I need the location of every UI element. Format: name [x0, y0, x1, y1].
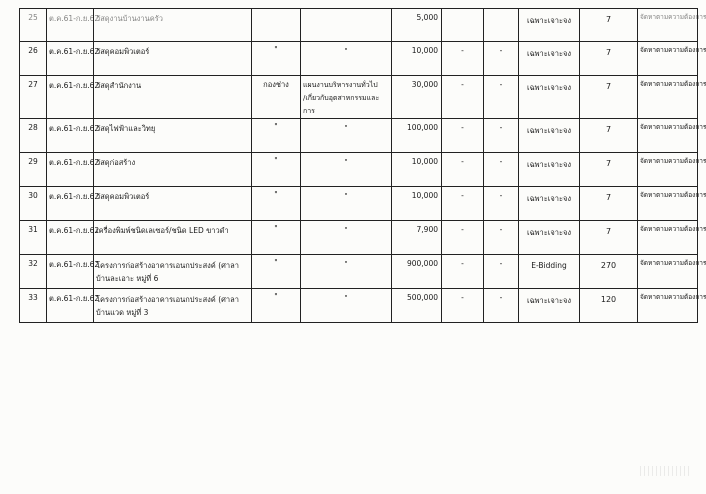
row-number: 29	[20, 153, 47, 187]
table-row	[20, 76, 698, 119]
row-plan-line1: แผนงานบริหารงานทั่วไป	[303, 81, 378, 89]
row-days: 7	[580, 42, 638, 76]
row-col-a: -	[442, 153, 484, 187]
row-col-a: -	[442, 42, 484, 76]
row-col-b: -	[484, 76, 519, 119]
row-department: "	[252, 289, 301, 323]
row-days: 7	[580, 153, 638, 187]
row-number: 27	[20, 76, 47, 119]
row-col-b	[484, 9, 519, 42]
row-plan: "	[301, 187, 392, 221]
table-row	[20, 153, 698, 187]
row-department: กองช่าง	[252, 76, 301, 119]
row-department	[252, 9, 301, 42]
row-days: 270	[580, 255, 638, 289]
row-item: วัสดุสำนักงาน	[94, 76, 252, 119]
row-budget: 7,900	[392, 221, 442, 255]
row-col-a: -	[442, 119, 484, 153]
row-department: "	[252, 221, 301, 255]
row-item: เครื่องพิมพ์ชนิดเลเซอร์/ชนิด LED ขาวดำ	[94, 221, 252, 255]
row-item	[94, 255, 252, 289]
row-days: 7	[580, 221, 638, 255]
row-department: "	[252, 42, 301, 76]
row-remark: จัดหาตามความต้องการ	[638, 9, 698, 42]
row-method: E-Bidding	[519, 255, 580, 289]
row-period: ต.ค.61-ก.ย.62	[47, 9, 94, 42]
scan-noise	[640, 466, 690, 476]
row-remark: จัดหาตามความต้องการ	[638, 119, 698, 153]
row-department: "	[252, 153, 301, 187]
row-budget: 30,000	[392, 76, 442, 119]
procurement-plan-table	[19, 8, 706, 323]
row-method: เฉพาะเจาะจง	[519, 42, 580, 76]
row-col-b: -	[484, 153, 519, 187]
row-days: 7	[580, 9, 638, 42]
row-days: 7	[580, 119, 638, 153]
row-period: ต.ค.61-ก.ย.62	[47, 42, 94, 76]
row-plan: "	[301, 255, 392, 289]
row-department: "	[252, 119, 301, 153]
row-col-a	[442, 9, 484, 42]
row-number: 26	[20, 42, 47, 76]
table-row	[20, 9, 698, 42]
row-plan: "	[301, 153, 392, 187]
row-col-a: -	[442, 221, 484, 255]
row-number: 30	[20, 187, 47, 221]
row-item-line2: บ้านแวด หมู่ที่ 3	[96, 308, 149, 317]
row-number: 25	[20, 9, 47, 42]
row-plan: "	[301, 42, 392, 76]
row-col-b: -	[484, 221, 519, 255]
row-days: 7	[580, 76, 638, 119]
row-period: ต.ค.61-ก.ย.62	[47, 76, 94, 119]
row-days: 7	[580, 187, 638, 221]
row-budget: 500,000	[392, 289, 442, 323]
row-period: ต.ค.61-ก.ย.62	[47, 289, 94, 323]
row-item-line1: โครงการก่อสร้างอาคารเอนกประสงค์ (ศาลา	[96, 295, 239, 304]
row-method: เฉพาะเจาะจง	[519, 119, 580, 153]
row-remark: จัดหาตามความต้องการ	[638, 76, 698, 119]
row-method: เฉพาะเจาะจง	[519, 76, 580, 119]
row-budget: 10,000	[392, 153, 442, 187]
row-period: ต.ค.61-ก.ย.62	[47, 153, 94, 187]
row-col-b: -	[484, 119, 519, 153]
row-item-line1: โครงการก่อสร้างอาคารเอนกประสงค์ (ศาลา	[96, 261, 239, 270]
row-method: เฉพาะเจาะจง	[519, 289, 580, 323]
row-item: วัสดุก่อสร้าง	[94, 153, 252, 187]
row-budget: 5,000	[392, 9, 442, 42]
row-period: ต.ค.61-ก.ย.62	[47, 255, 94, 289]
row-department: "	[252, 255, 301, 289]
row-period: ต.ค.61-ก.ย.62	[47, 187, 94, 221]
row-budget: 900,000	[392, 255, 442, 289]
row-remark: จัดหาตามความต้องการ	[638, 42, 698, 76]
row-item: วัสดุงานบ้านงานครัว	[94, 9, 252, 42]
row-item: วัสดุคอมพิวเตอร์	[94, 187, 252, 221]
row-remark: จัดหาตามความต้องการ	[638, 153, 698, 187]
row-days: 120	[580, 289, 638, 323]
row-number: 31	[20, 221, 47, 255]
row-remark: จัดหาตามความต้องการ	[638, 289, 698, 323]
row-budget: 10,000	[392, 187, 442, 221]
row-number: 32	[20, 255, 47, 289]
row-plan	[301, 76, 392, 119]
row-method: เฉพาะเจาะจง	[519, 153, 580, 187]
row-method: เฉพาะเจาะจง	[519, 221, 580, 255]
row-number: 33	[20, 289, 47, 323]
row-plan	[301, 9, 392, 42]
row-remark: จัดหาตามความต้องการ	[638, 255, 698, 289]
table-row	[20, 255, 698, 289]
table-row	[20, 221, 698, 255]
row-item: วัสดุไฟฟ้าและวิทยุ	[94, 119, 252, 153]
table-row	[20, 187, 698, 221]
row-period: ต.ค.61-ก.ย.62	[47, 221, 94, 255]
row-plan-line2: /เกี่ยวกับอุตสาหกรรมและการ	[303, 94, 380, 115]
row-method: เฉพาะเจาะจง	[519, 187, 580, 221]
table-row	[20, 119, 698, 153]
row-remark: จัดหาตามความต้องการ	[638, 221, 698, 255]
row-budget: 100,000	[392, 119, 442, 153]
row-remark: จัดหาตามความต้องการ	[638, 187, 698, 221]
row-col-a: -	[442, 76, 484, 119]
row-col-a: -	[442, 187, 484, 221]
row-method: เฉพาะเจาะจง	[519, 9, 580, 42]
row-item	[94, 289, 252, 323]
row-number: 28	[20, 119, 47, 153]
row-col-b: -	[484, 255, 519, 289]
table-row	[20, 289, 698, 323]
row-col-b: -	[484, 289, 519, 323]
row-item: วัสดุคอมพิวเตอร์	[94, 42, 252, 76]
row-plan: "	[301, 289, 392, 323]
row-plan: "	[301, 119, 392, 153]
row-col-b: -	[484, 42, 519, 76]
row-col-a: -	[442, 289, 484, 323]
row-budget: 10,000	[392, 42, 442, 76]
row-item-line2: บ้านละเอาะ หมู่ที่ 6	[96, 274, 159, 283]
row-col-a: -	[442, 255, 484, 289]
row-period: ต.ค.61-ก.ย.62	[47, 119, 94, 153]
row-department: "	[252, 187, 301, 221]
row-plan: "	[301, 221, 392, 255]
row-col-b: -	[484, 187, 519, 221]
table-row	[20, 42, 698, 76]
